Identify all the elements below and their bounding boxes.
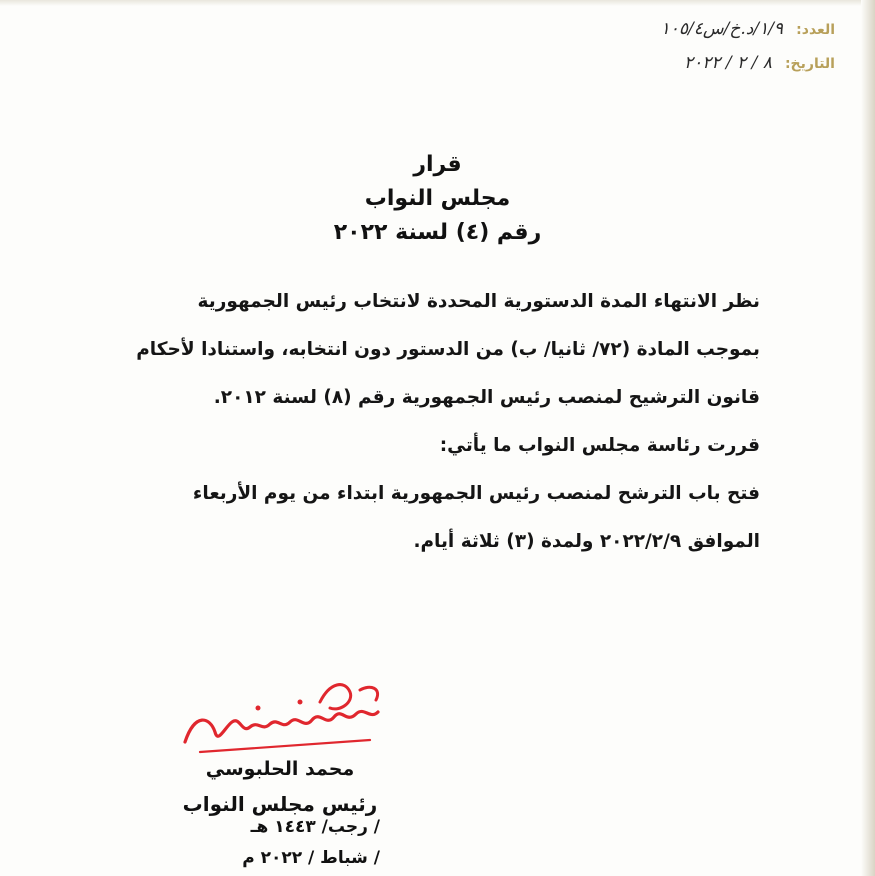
document-meta (535, 12, 835, 80)
paper-top-edge (0, 0, 875, 6)
document-number-value: ١/٩/د.خ/س١٠٥/٤ (660, 19, 784, 39)
hijri-date: / رجب/ ١٤٤٣ هـ (250, 817, 380, 837)
gregorian-date: / شباط / ٢٠٢٢ م (242, 848, 380, 868)
body-line: الموافق ٢٠٢٢/٢/٩ ولمدة (٣) ثلاثة أيام. (413, 531, 760, 552)
decision-title (0, 148, 875, 250)
document-number-line (535, 12, 835, 46)
body-line: فتح باب الترشح لمنصب رئيس الجمهورية ابتداء من يوم الأربعاء (192, 483, 760, 504)
body-line: بموجب المادة (٧٢/ ثانيا/ ب) من الدستور دون انتخابه، واستنادا لأحكام (136, 339, 760, 360)
document-date-label: التاريخ: (784, 56, 835, 72)
body-line: نظر الانتهاء المدة الدستورية المحددة لانتخاب رئيس الجمهورية (197, 291, 760, 312)
paper-right-edge (861, 0, 875, 876)
signatory-title: رئيس مجلس النواب (182, 792, 378, 816)
signatory-name: محمد الحلبوسي (205, 758, 355, 780)
closing-dates (230, 812, 380, 874)
decision-body (100, 278, 760, 566)
body-line: قانون الترشيح لمنصب رئيس الجمهورية رقم (٨) لسنة ٢٠١٢. (213, 387, 760, 408)
title-council: مجلس النواب (364, 186, 511, 211)
document-number-label: العدد: (796, 22, 835, 38)
title-number: رقم (٤) لسنة ٢٠٢٢ (333, 220, 542, 245)
document-date-value: ٨ / ٢ / ٢٠٢٢ (683, 53, 772, 73)
body-line: قررت رئاسة مجلس النواب ما يأتي: (439, 435, 760, 456)
document-date-line (535, 46, 835, 80)
title-decision: قرار (413, 152, 462, 177)
